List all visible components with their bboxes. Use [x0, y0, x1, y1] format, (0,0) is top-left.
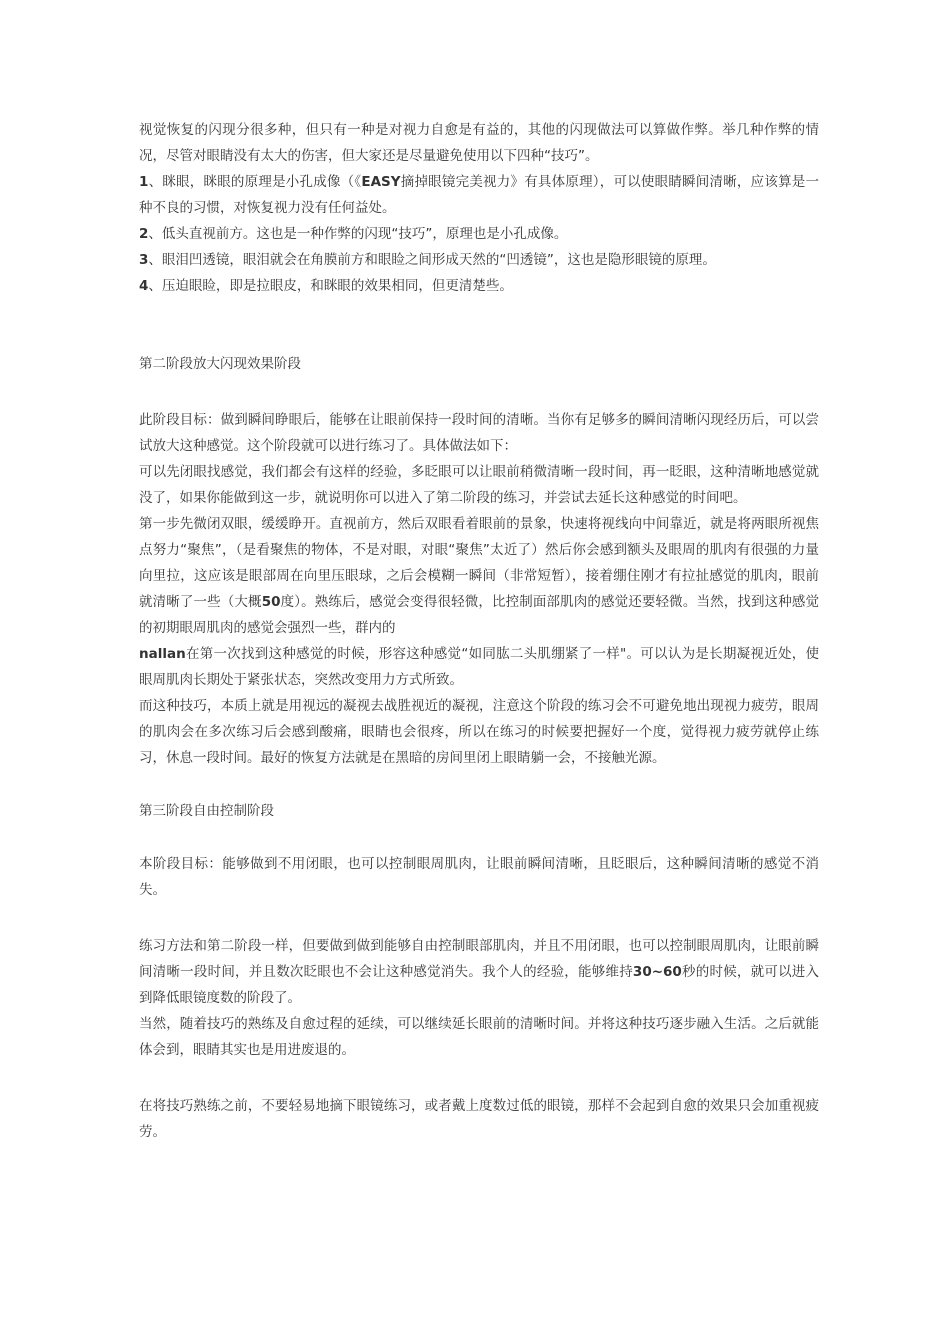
text: 第一步先微闭双眼，缓缓睁开。直视前方，然后双眼看着眼前的景象，快速将视线向中间靠近，就是将两眼所视焦点努力“聚焦”，（是看聚焦的物体，不是对眼，对眼“聚焦”太近了）然后你会感到额头及眼周的肌肉有很强的力量向里拉，这应该是眼部周在向里压眼球，之后会模糊一瞬间（非常短暂），接着绷住刚才有拉扯感觉的肌肉，眼前就清晰了一些（大概 — [139, 516, 819, 610]
bold-text: nallan — [139, 646, 186, 662]
text: 练习方法和第二阶段一样，但要做到做到能够自由控制眼部肌肉，并且不用闭眼，也可以控制眼周肌肉，让眼前瞬间清晰一段时间，并且数次眨眼也不会让这种感觉消失。我个人的经验，能够维持 — [139, 938, 819, 980]
stage2-paragraph-3: 而这种技巧，本质上就是用视远的凝视去战胜视近的凝视，注意这个阶段的练习会不可避免地出现视力疲劳，眼周的肌肉会在多次练习后会感到酸痛，眼睛也会很疼，所以在练习的时候要把握好一个度，觉得视力疲劳就停止练习，休息一段时间。最好的恢复方法就是在黑暗的房间里闭上眼睛躺一会，不接触光源。 — [139, 698, 819, 766]
section-heading-stage2: 第二阶段放大闪现效果阶段 — [139, 356, 301, 372]
bold-text: 50 — [261, 594, 281, 610]
spacer — [139, 824, 819, 851]
section-heading-stage3: 第三阶段自由控制阶段 — [139, 803, 274, 819]
item-text-bold: EASY — [361, 174, 401, 190]
item-number: 1 — [139, 174, 149, 190]
item-text: 、压迫眼睑，即是拉眼皮，和眯眼的效果相同，但更清楚些。 — [148, 278, 513, 294]
text: 在第一次找到这种感觉的时候，形容这种感觉“如同肱二头肌绷紧了一样"。可以认为是长期凝视近处，使眼周肌肉长期处于紧张状态，突然改变用力方式所致。 — [139, 646, 819, 688]
spacer — [139, 377, 819, 407]
item-number: 2 — [139, 226, 149, 242]
list-item-1 — [139, 169, 819, 221]
spacer — [139, 299, 819, 351]
stage3-paragraph-1 — [139, 933, 819, 1011]
spacer — [139, 903, 819, 933]
intro-paragraph: 视觉恢复的闪现分很多种，但只有一种是对视力自愈是有益的，其他的闪现做法可以算做作弊。举几种作弊的情况，尽管对眼睛没有太大的伤害，但大家还是尽量避免使用以下四种“技巧”。 — [139, 122, 819, 164]
stage3-paragraph-2: 当然，随着技巧的熟练及自愈过程的延续，可以继续延长眼前的清晰时间。并将这种技巧逐步融入生活。之后就能体会到，眼睛其实也是用进废退的。 — [139, 1016, 819, 1058]
text: 秒的时候，就可以进入到降低眼镜度数的阶段了。 — [139, 964, 820, 1006]
stage2-goal: 此阶段目标：做到瞬间睁眼后，能够在让眼前保持一段时间的清晰。当你有足够多的瞬间清晰闪现经历后，可以尝试放大这种感觉。这个阶段就可以进行练习了。具体做法如下： — [139, 412, 819, 454]
item-number: 3 — [139, 252, 149, 268]
stage3-paragraph-3: 在将技巧熟练之前，不要轻易地摘下眼镜练习，或者戴上度数过低的眼镜，那样不会起到自愈的效果只会加重视疲劳。 — [139, 1098, 819, 1140]
stage3-goal: 本阶段目标：能够做到不用闭眼，也可以控制眼周肌肉，让眼前瞬间清晰，且眨眼后，这种瞬间清晰的感觉不消失。 — [139, 856, 819, 898]
stage2-paragraph-1: 可以先闭眼找感觉，我们都会有这样的经验，多眨眼可以让眼前稍微清晰一段时间，再一眨眼，这种清晰地感觉就没了，如果你能做到这一步，就说明你可以进入了第二阶段的练习，并尝试去延长这种感觉的时间吧。 — [139, 464, 819, 506]
list-item-2 — [139, 221, 819, 247]
item-text: 、低头直视前方。这也是一种作弊的闪现“技巧”，原理也是小孔成像。 — [148, 226, 568, 242]
spacer — [139, 771, 819, 798]
bold-text: 30~60 — [632, 964, 682, 980]
document-page — [139, 117, 819, 1145]
list-item-4 — [139, 273, 819, 299]
text: 度）。熟练后，感觉会变得很轻微，比控制面部肌肉的感觉还要轻微。当然，找到这种感觉的初期眼周肌肉的感觉会强烈一些，群内的 — [139, 594, 820, 636]
list-item-3 — [139, 247, 819, 273]
spacer — [139, 1063, 819, 1093]
item-text-pre: 、眯眼，眯眼的原理是小孔成像（《 — [148, 174, 362, 190]
item-text-post: 摘掉眼镜完美视力》有具体原理），可以使眼睛瞬间清晰，应该算是一种不良的习惯，对恢复视力没有任何益处。 — [139, 174, 820, 216]
item-text: 、眼泪凹透镜，眼泪就会在角膜前方和眼睑之间形成天然的“凹透镜”，这也是隐形眼镜的原理。 — [148, 252, 716, 268]
item-number: 4 — [139, 278, 149, 294]
stage2-paragraph-2 — [139, 511, 819, 693]
